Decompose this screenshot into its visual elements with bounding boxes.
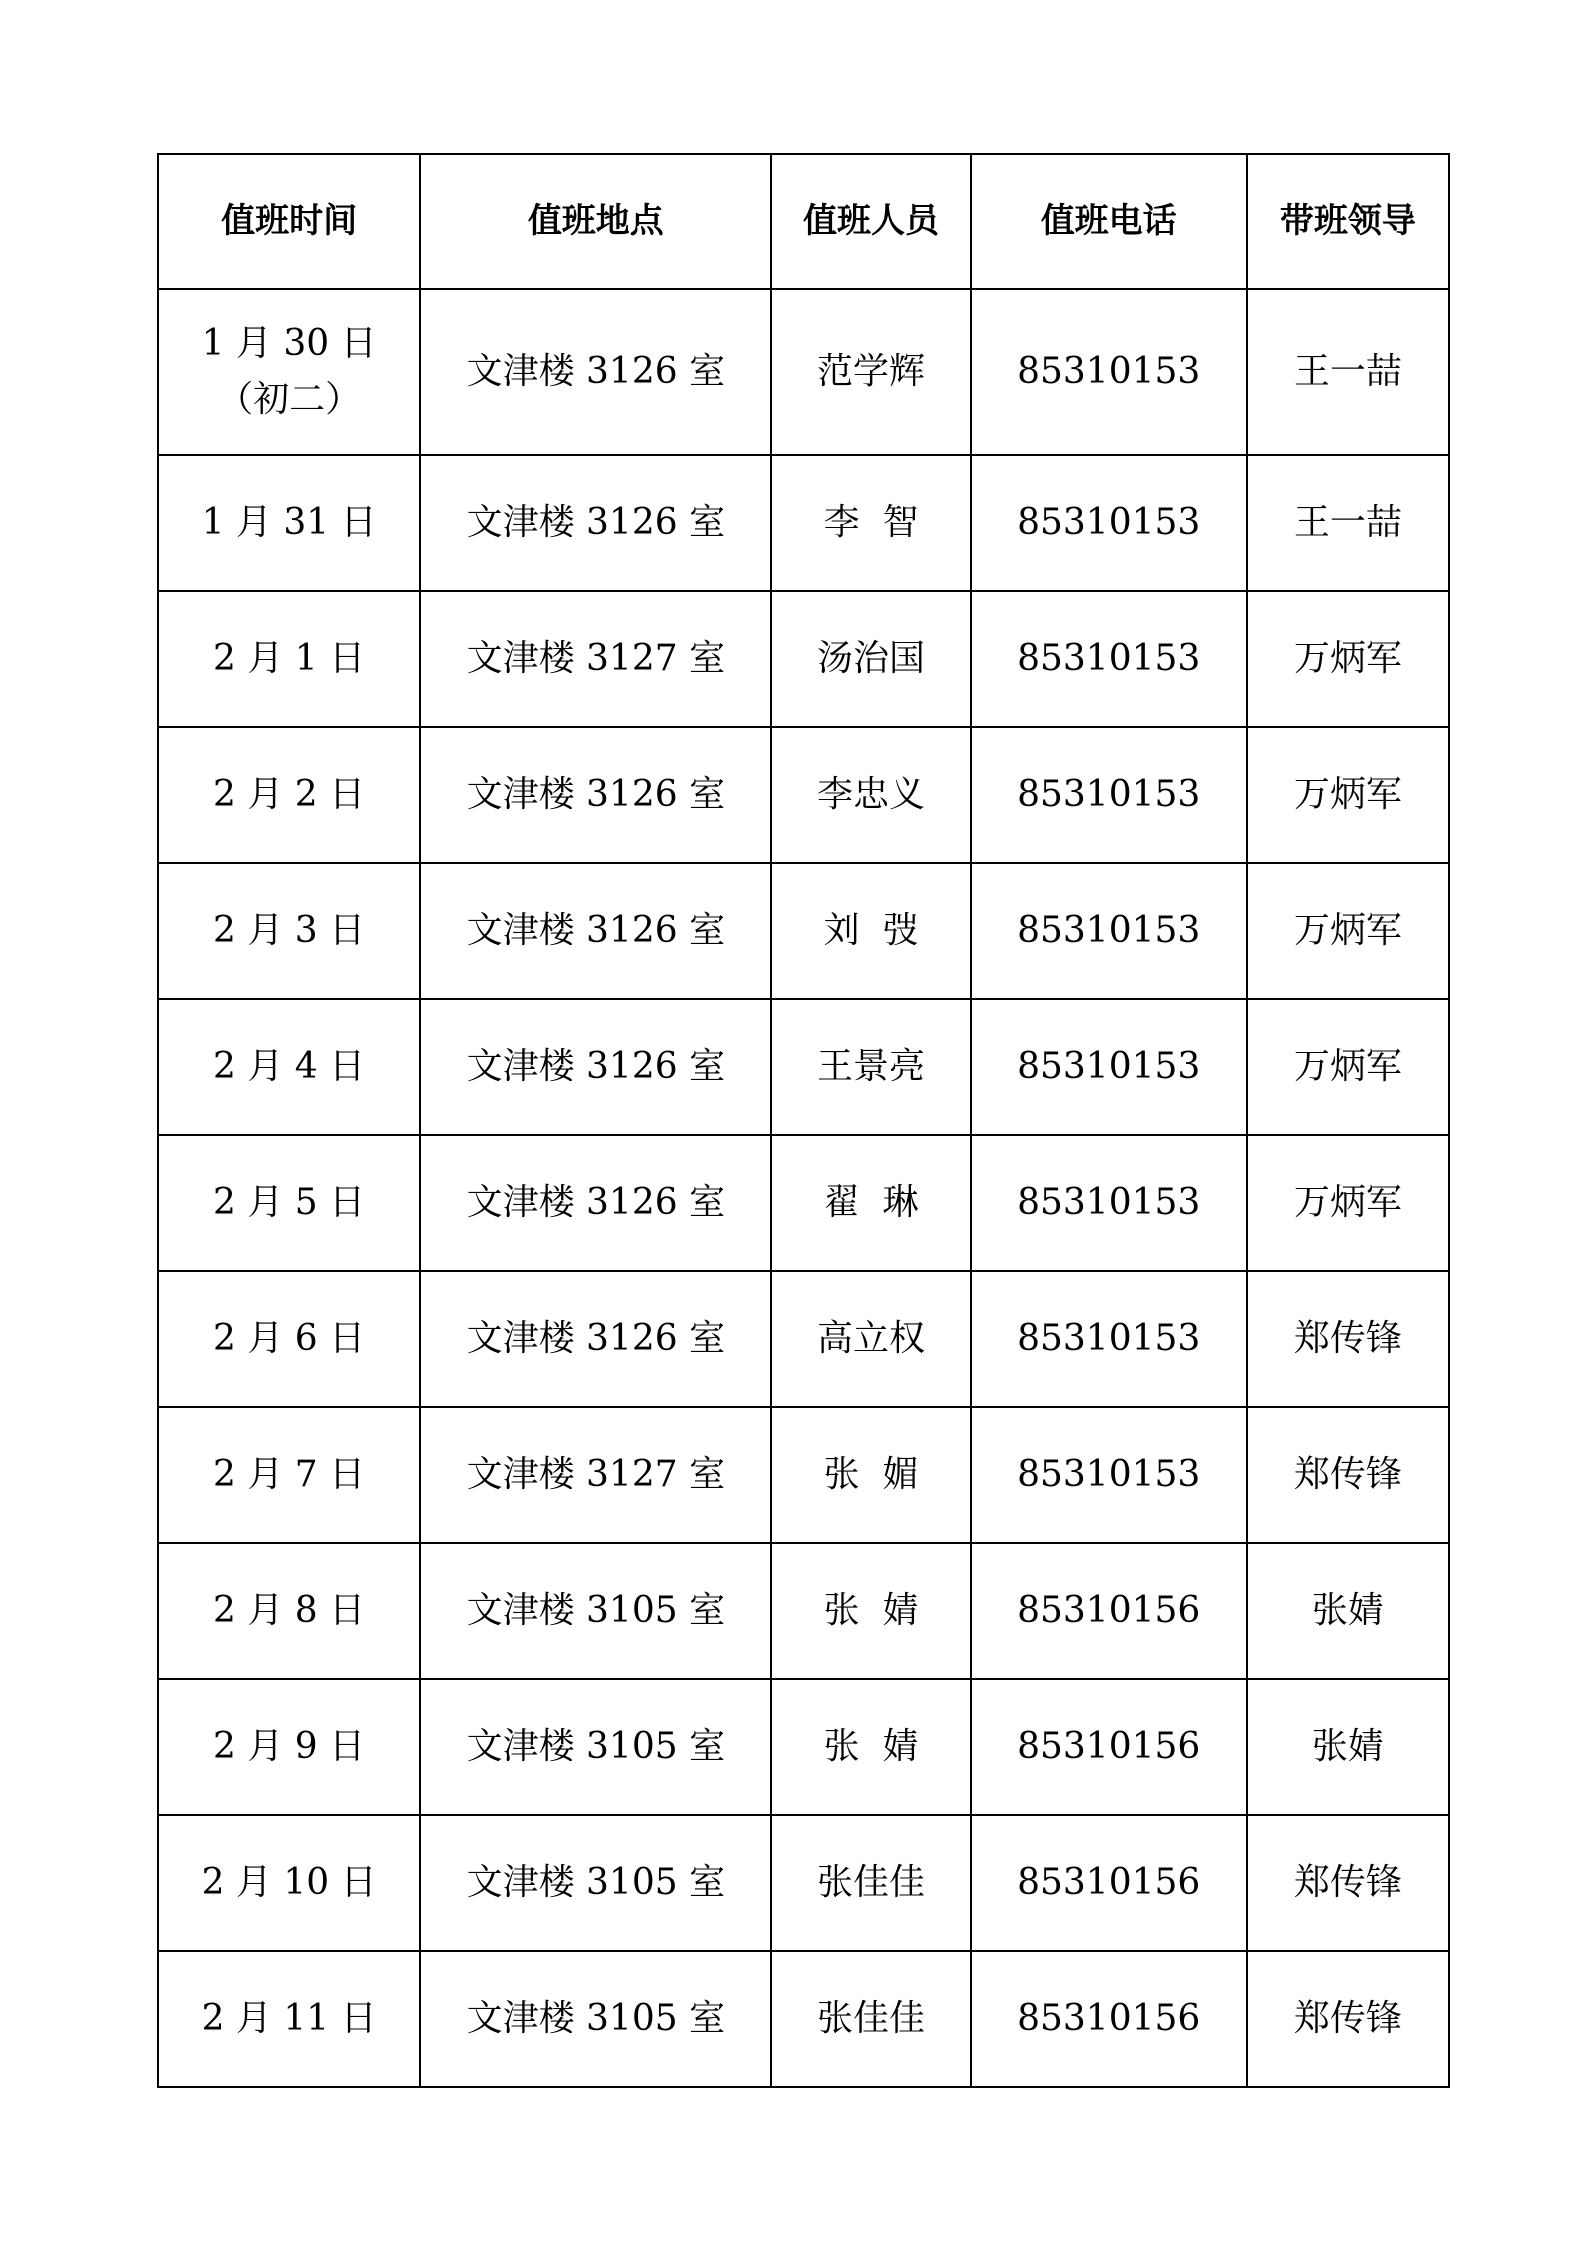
- table-header: [158, 154, 1449, 289]
- cell-date: [158, 455, 420, 591]
- cell-date: [158, 999, 420, 1135]
- table-row: [158, 455, 1449, 591]
- cell-phone: 85310153: [971, 1271, 1247, 1407]
- cell-date: [158, 1271, 420, 1407]
- cell-date: [158, 1679, 420, 1815]
- table-row: [158, 1951, 1449, 2087]
- cell-leader: 王一喆: [1247, 289, 1449, 455]
- cell-phone: 85310153: [971, 727, 1247, 863]
- table-row: [158, 1543, 1449, 1679]
- cell-date: [158, 863, 420, 999]
- date-text: 2 月 10 日: [201, 1862, 377, 1904]
- date-text: 2 月 3 日: [213, 910, 366, 952]
- cell-phone: 85310153: [971, 999, 1247, 1135]
- cell-leader: 张婧: [1247, 1543, 1449, 1679]
- table-row: [158, 1271, 1449, 1407]
- cell-staff: 汤治国: [771, 591, 970, 727]
- cell-staff: 李 智: [771, 455, 970, 591]
- table-row: [158, 289, 1449, 455]
- cell-phone: 85310153: [971, 289, 1247, 455]
- cell-staff: 张 婧: [771, 1679, 970, 1815]
- cell-leader: 郑传锋: [1247, 1815, 1449, 1951]
- header-row: [158, 154, 1449, 289]
- cell-phone: 85310153: [971, 1135, 1247, 1271]
- cell-leader: 万炳军: [1247, 863, 1449, 999]
- cell-leader: 万炳军: [1247, 727, 1449, 863]
- cell-phone: 85310153: [971, 455, 1247, 591]
- date-text: 1 月 30 日: [201, 323, 377, 365]
- cell-date: [158, 1543, 420, 1679]
- cell-phone: 85310153: [971, 591, 1247, 727]
- date-text: 2 月 5 日: [213, 1182, 366, 1224]
- table-row: [158, 999, 1449, 1135]
- cell-leader: 万炳军: [1247, 591, 1449, 727]
- cell-location: 文津楼 3126 室: [420, 289, 771, 455]
- date-text: 2 月 11 日: [201, 1998, 377, 2040]
- cell-leader: 张婧: [1247, 1679, 1449, 1815]
- header-duty-time: 值班时间: [158, 154, 420, 289]
- duty-schedule-table: [157, 153, 1450, 2088]
- cell-leader: 万炳军: [1247, 1135, 1449, 1271]
- cell-leader: 万炳军: [1247, 999, 1449, 1135]
- cell-phone: 85310156: [971, 1543, 1247, 1679]
- cell-staff: 王景亮: [771, 999, 970, 1135]
- header-duty-staff: 值班人员: [771, 154, 970, 289]
- cell-staff: 张佳佳: [771, 1951, 970, 2087]
- cell-leader: 郑传锋: [1247, 1951, 1449, 2087]
- table-row: [158, 1135, 1449, 1271]
- cell-location: 文津楼 3127 室: [420, 1407, 771, 1543]
- table-row: [158, 1815, 1449, 1951]
- table-row: [158, 1407, 1449, 1543]
- cell-staff: 张佳佳: [771, 1815, 970, 1951]
- cell-phone: 85310153: [971, 1407, 1247, 1543]
- cell-phone: 85310153: [971, 863, 1247, 999]
- cell-date: [158, 289, 420, 455]
- cell-location: 文津楼 3127 室: [420, 591, 771, 727]
- cell-staff: 张 媚: [771, 1407, 970, 1543]
- header-leader: 带班领导: [1247, 154, 1449, 289]
- table-row: [158, 863, 1449, 999]
- cell-location: 文津楼 3126 室: [420, 727, 771, 863]
- cell-staff: 范学辉: [771, 289, 970, 455]
- date-text: 2 月 2 日: [213, 774, 366, 816]
- cell-staff: 翟 琳: [771, 1135, 970, 1271]
- table-row: [158, 591, 1449, 727]
- cell-staff: 李忠义: [771, 727, 970, 863]
- date-note: （初二）: [217, 379, 362, 420]
- date-text: 2 月 4 日: [213, 1046, 366, 1088]
- cell-date: [158, 1135, 420, 1271]
- cell-date: [158, 1407, 420, 1543]
- cell-location: 文津楼 3126 室: [420, 1271, 771, 1407]
- cell-staff: 高立权: [771, 1271, 970, 1407]
- cell-staff: 刘 弢: [771, 863, 970, 999]
- cell-location: 文津楼 3105 室: [420, 1951, 771, 2087]
- cell-location: 文津楼 3126 室: [420, 999, 771, 1135]
- date-text: 2 月 6 日: [213, 1318, 366, 1360]
- cell-location: 文津楼 3126 室: [420, 455, 771, 591]
- cell-staff: 张 婧: [771, 1543, 970, 1679]
- cell-location: 文津楼 3105 室: [420, 1815, 771, 1951]
- cell-leader: 王一喆: [1247, 455, 1449, 591]
- cell-leader: 郑传锋: [1247, 1407, 1449, 1543]
- header-duty-location: 值班地点: [420, 154, 771, 289]
- cell-location: 文津楼 3126 室: [420, 863, 771, 999]
- cell-location: 文津楼 3126 室: [420, 1135, 771, 1271]
- cell-phone: 85310156: [971, 1815, 1247, 1951]
- cell-date: [158, 1815, 420, 1951]
- table-row: [158, 1679, 1449, 1815]
- date-text: 2 月 7 日: [213, 1454, 366, 1496]
- cell-date: [158, 591, 420, 727]
- cell-date: [158, 1951, 420, 2087]
- table-body: [158, 289, 1449, 2087]
- cell-phone: 85310156: [971, 1679, 1247, 1815]
- date-text: 2 月 8 日: [213, 1590, 366, 1632]
- date-text: 2 月 9 日: [213, 1726, 366, 1768]
- date-text: 2 月 1 日: [213, 638, 366, 680]
- cell-location: 文津楼 3105 室: [420, 1543, 771, 1679]
- date-text: 1 月 31 日: [201, 502, 377, 544]
- table-row: [158, 727, 1449, 863]
- cell-phone: 85310156: [971, 1951, 1247, 2087]
- cell-location: 文津楼 3105 室: [420, 1679, 771, 1815]
- cell-leader: 郑传锋: [1247, 1271, 1449, 1407]
- header-duty-phone: 值班电话: [971, 154, 1247, 289]
- cell-date: [158, 727, 420, 863]
